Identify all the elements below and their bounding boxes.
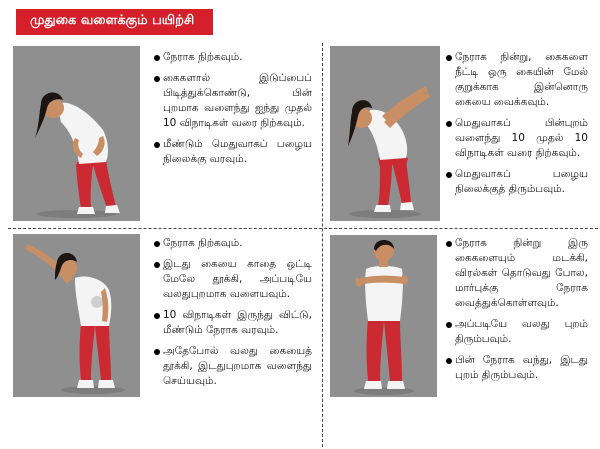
list-item: கைகளால் இடுப்பைப் பிடித்துக்கொண்டு, பின் புறமாக வளைந்து ஐந்து முதல் 10 விநாடிகள் வரை நிற்கவும். [154,71,312,131]
bullet-list-panel-4 [446,236,588,389]
bullet-list-panel-1 [154,50,312,173]
list-item: நேராக நின்று, கைகளை நீட்டி ஒரு கையின் மேல் குறுக்காக இன்னொரு கையை வைக்கவும். [446,50,588,110]
horizontal-dashed-divider [8,228,598,229]
photo-arms-stretched-back-bend [330,46,440,221]
vertical-dashed-divider [322,43,323,447]
woman-back-bend-illustration [13,46,140,221]
list-item: நேராக நிற்கவும். [154,236,312,251]
list-item: மெதுவாகப் பழைய நிலைக்குத் திரும்பவும். [446,167,588,197]
list-item: அப்படியே வலது புறம் திரும்பவும். [446,317,588,347]
page-title: முதுகை வளைக்கும் பயிற்சி [30,13,195,28]
photo-back-bend [13,46,140,221]
list-item: நேராக நின்று இரு கைகளையும் மடக்கி, விரல்கள் தொடுவது போல, மார்புக்கு நேராக வைத்துக்கொள்ளவும். [446,236,588,311]
bullet-list-panel-3 [154,236,312,395]
list-item: இடது கையை காதை ஒட்டி மேலே தூக்கி, அப்படியே வலதுபுறமாக வளையவும். [154,257,312,302]
list-item: மெதுவாகப் பின்புறம் வளைந்து 10 முதல் 10 விநாடிகள் வரை நிற்கவும். [446,116,588,161]
woman-side-bend-illustration [13,234,140,397]
photo-side-bend [13,234,140,397]
woman-arms-stretched-illustration [330,46,440,221]
list-item: மீண்டும் மெதுவாகப் பழைய நிலைக்கு வரவும். [154,137,312,167]
list-item: பின் நேராக வந்து, இடது புறம் திரும்பவும். [446,353,588,383]
list-item: அதேபோல் வலது கையைத் தூக்கி, இடதுபுறமாக வளைந்து செய்யவும். [154,344,312,389]
photo-arms-folded-twist [330,235,437,397]
title-banner [16,9,213,35]
woman-arms-folded-illustration [330,235,437,397]
list-item: நேராக நிற்கவும். [154,50,312,65]
bullet-list-panel-2 [446,50,588,203]
list-item: 10 விநாடிகள் இருந்து விட்டு, மீண்டும் நேராக வரவும். [154,308,312,338]
